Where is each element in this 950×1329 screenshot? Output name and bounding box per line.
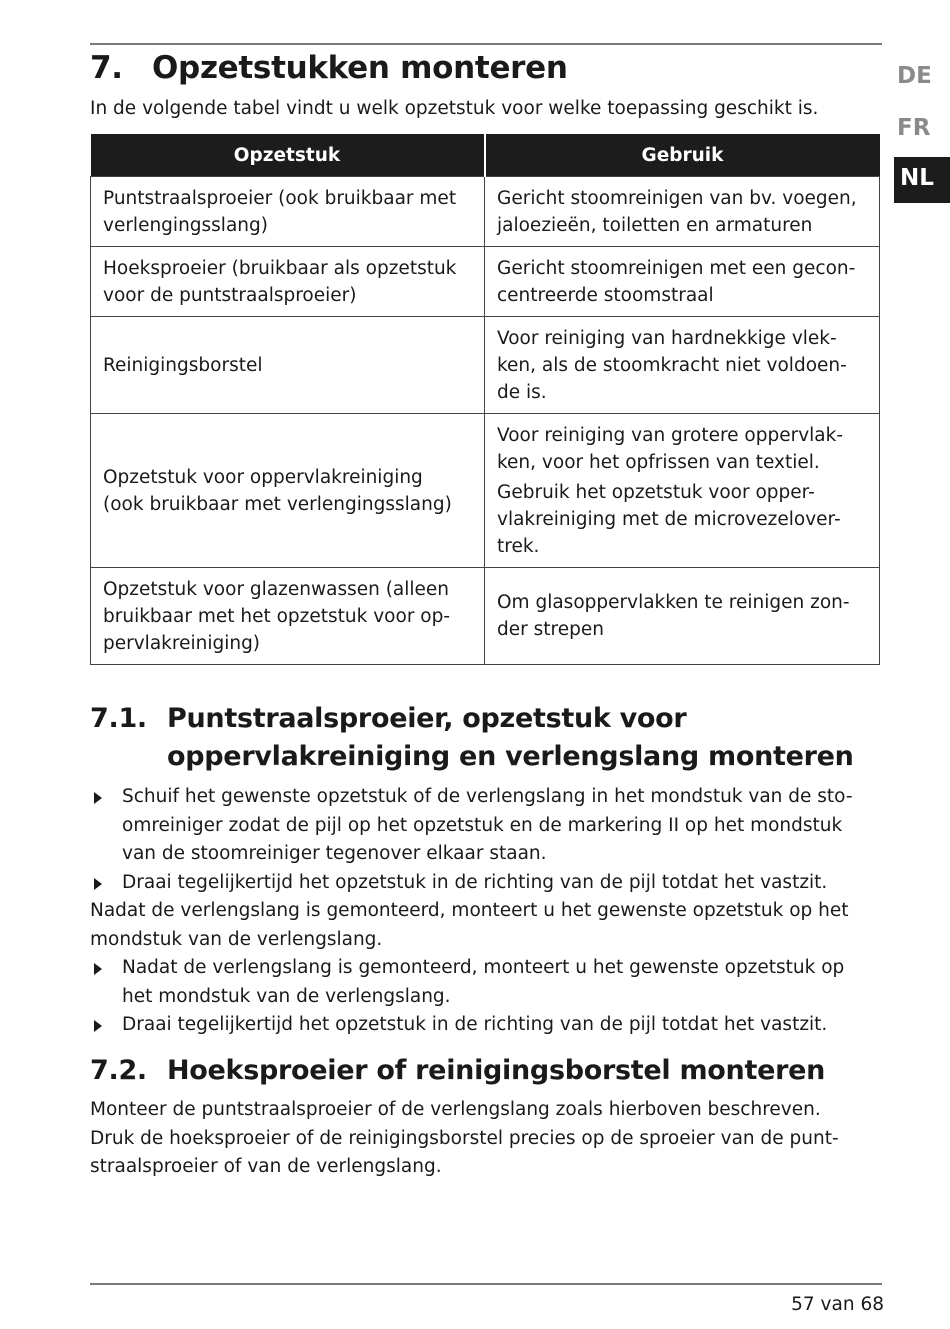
top-rule — [90, 43, 882, 45]
table-cell: Gericht stoomreinigen van bv. voegen, jaloezieën, toiletten en armaturen — [485, 177, 880, 247]
list-item: Nadat de verlengslang is gemonteerd, monteert u het gewenste opzetstuk op het mondstuk van de verlengslang. — [90, 954, 880, 1011]
bullet-arrow-icon — [94, 1020, 102, 1032]
language-tab-fr: FR — [897, 115, 931, 141]
bullet-arrow-icon — [94, 878, 102, 890]
section-7-title: Opzetstukken monteren — [152, 50, 568, 86]
table-header-row — [91, 134, 880, 177]
bullet-arrow-icon — [94, 963, 102, 975]
section-7-2-heading: 7.2. Hoeksproeier of reinigingsborstel monteren — [90, 1052, 825, 1090]
table-row — [91, 247, 880, 317]
bottom-rule — [90, 1283, 882, 1285]
table-row — [91, 414, 880, 568]
table-cell: Om glasoppervlakken te reinigen zon- der strepen — [485, 568, 880, 665]
header-gebruik: Gebruik — [485, 134, 880, 177]
table-cell: Opzetstuk voor glazenwassen (alleen bruikbaar met het opzetstuk voor op- pervlakreiniging) — [91, 568, 485, 665]
section-7-1-heading: 7.1. Puntstraalsproeier, opzetstuk voor oppervlakreiniging en verlengslang monteren — [90, 700, 854, 776]
page-number: 57 van 68 — [791, 1294, 884, 1315]
attachments-table — [90, 134, 880, 665]
list-item: Schuif het gewenste opzetstuk of de verlengslang in het mondstuk van de sto- omreiniger zodat de pijl op het opzetstuk en de markering II op het mondstuk van de stoomreiniger tegenover elkaar staan. — [90, 783, 880, 869]
section-7-2-body — [90, 1096, 880, 1182]
table-row — [91, 317, 880, 414]
section-7-2-number: 7.2. — [90, 1055, 147, 1086]
table-row — [91, 177, 880, 247]
table-cell: Gericht stoomreinigen met een gecon- centreerde stoomstraal — [485, 247, 880, 317]
table-cell: Hoeksproeier (bruikbaar als opzetstuk voor de puntstraalsproeier) — [91, 247, 485, 317]
paragraph: Monteer de puntstraalsproeier of de verlengslang zoals hierboven beschreven. — [90, 1099, 821, 1120]
paragraph: Druk de hoeksproeier of de reinigingsborstel precies op de sproeier van de punt- straalsproeier of van de verlengslang. — [90, 1127, 839, 1177]
section-7-heading — [90, 50, 568, 86]
section-7-1-body — [90, 783, 880, 1040]
paragraph: Nadat de verlengslang is gemonteerd, monteert u het gewenste opzetstuk op het mondstuk van de verlengslang. — [90, 900, 849, 950]
table-cell: Puntstraalsproeier (ook bruikbaar met verlengingsslang) — [91, 177, 485, 247]
table-cell: Voor reiniging van hardnekkige vlek- ken, als de stoomkracht niet voldoen- de is. — [485, 317, 880, 414]
language-tab-nl: NL — [894, 157, 950, 203]
section-7-number: 7. — [90, 50, 123, 86]
language-tab-de: DE — [897, 63, 932, 89]
table-cell: Voor reiniging van grotere oppervlak- ken, voor het opfrissen van textiel. Gebruik het opzetstuk voor opper- vlakreiniging met de microvezelover- trek. — [485, 414, 880, 568]
table-cell: Reinigingsborstel — [91, 317, 485, 414]
table-cell: Opzetstuk voor oppervlakreiniging (ook bruikbaar met verlengingsslang) — [91, 414, 485, 568]
list-item: Draai tegelijkertijd het opzetstuk in de richting van de pijl totdat het vastzit. — [90, 1011, 880, 1040]
table-row — [91, 568, 880, 665]
section-7-1-number: 7.1. — [90, 703, 147, 734]
list-item: Draai tegelijkertijd het opzetstuk in de richting van de pijl totdat het vastzit. — [90, 869, 880, 898]
bullet-arrow-icon — [94, 792, 102, 804]
header-opzetstuk: Opzetstuk — [91, 134, 485, 177]
section-7-intro: In de volgende tabel vindt u welk opzetstuk voor welke toepassing geschikt is. — [90, 98, 819, 119]
